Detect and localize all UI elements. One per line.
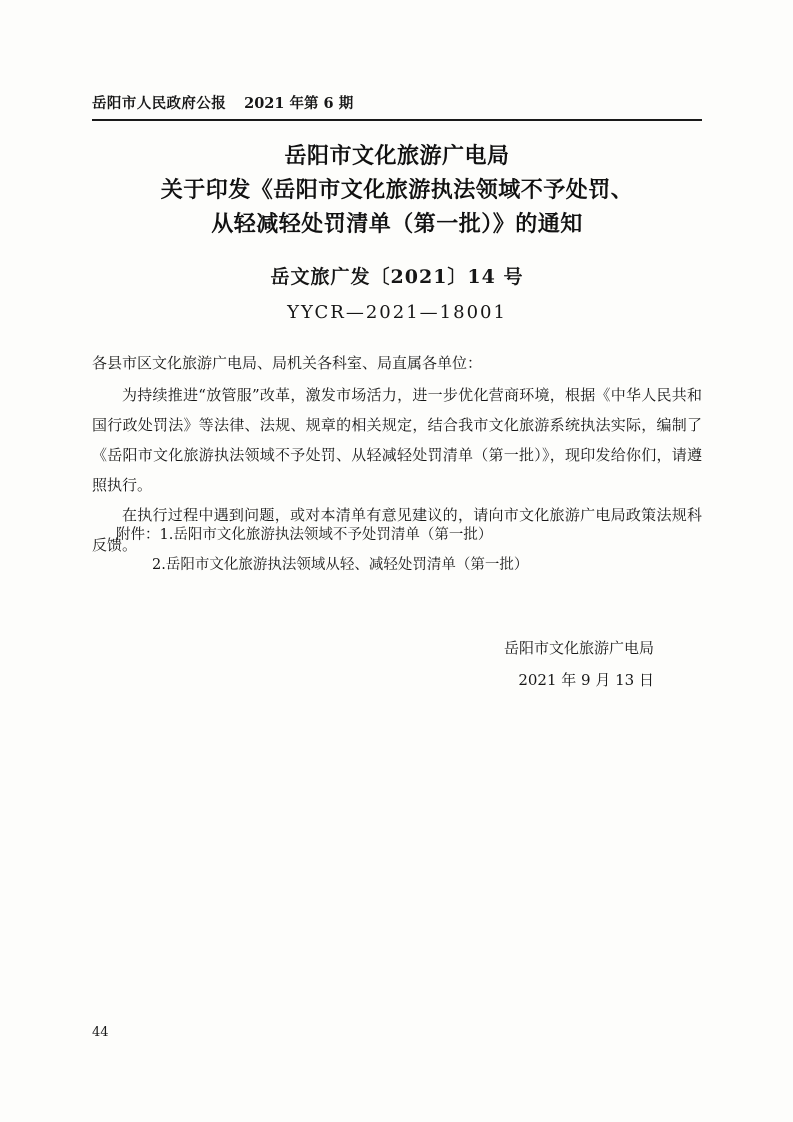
attachment-item-2: 2.岳阳市文化旅游执法领域从轻、减轻处罚清单（第一批） <box>152 557 529 573</box>
document-number-chinese: 岳文旅广发〔2021〕14 号 <box>270 266 524 288</box>
attachment-list <box>92 520 702 580</box>
signature-block <box>92 632 702 696</box>
title-line-1: 岳阳市文化旅游广电局 <box>284 144 510 169</box>
attachment-item-1: 附件：1.岳阳市文化旅游执法领域不予处罚清单（第一批） <box>116 527 493 543</box>
document-title <box>92 140 702 242</box>
body-paragraph-2: 在执行过程中遇到问题，或对本清单有意见建议的，请向市文化旅游广电局政策法规科反馈。 <box>92 506 702 554</box>
page-number: 44 <box>92 1025 109 1040</box>
signature-date: 2021 年 9 月 13 日 <box>518 671 654 689</box>
publication-issue: 2021 年第 6 期 <box>244 95 354 112</box>
page-content <box>92 0 702 1122</box>
publication-title: 岳阳市人民政府公报 <box>92 95 227 112</box>
salutation: 各县市区文化旅游广电局、局机关各科室、局直属各单位： <box>92 354 483 372</box>
running-header <box>92 92 702 113</box>
signature-organization: 岳阳市文化旅游广电局 <box>503 639 654 657</box>
title-line-2: 关于印发《岳阳市文化旅游执法领域不予处罚、 <box>160 178 634 203</box>
header-divider <box>92 119 702 121</box>
title-line-3: 从轻减轻处罚清单（第一批）》的通知 <box>211 212 583 237</box>
document-number-code: YYCR—2021—18001 <box>287 302 507 323</box>
body-paragraph-1: 为持续推进“放管服”改革，激发市场活力，进一步优化营商环境，根据《中华人民共和国行政处罚法》等法律、法规、规章的相关规定，结合我市文化旅游系统执法实际，编制了《岳阳市文化旅游执法领域不予处罚、从轻减轻处罚清单（第一批）》，现印发给你们，请遵照执行。 <box>92 386 702 494</box>
